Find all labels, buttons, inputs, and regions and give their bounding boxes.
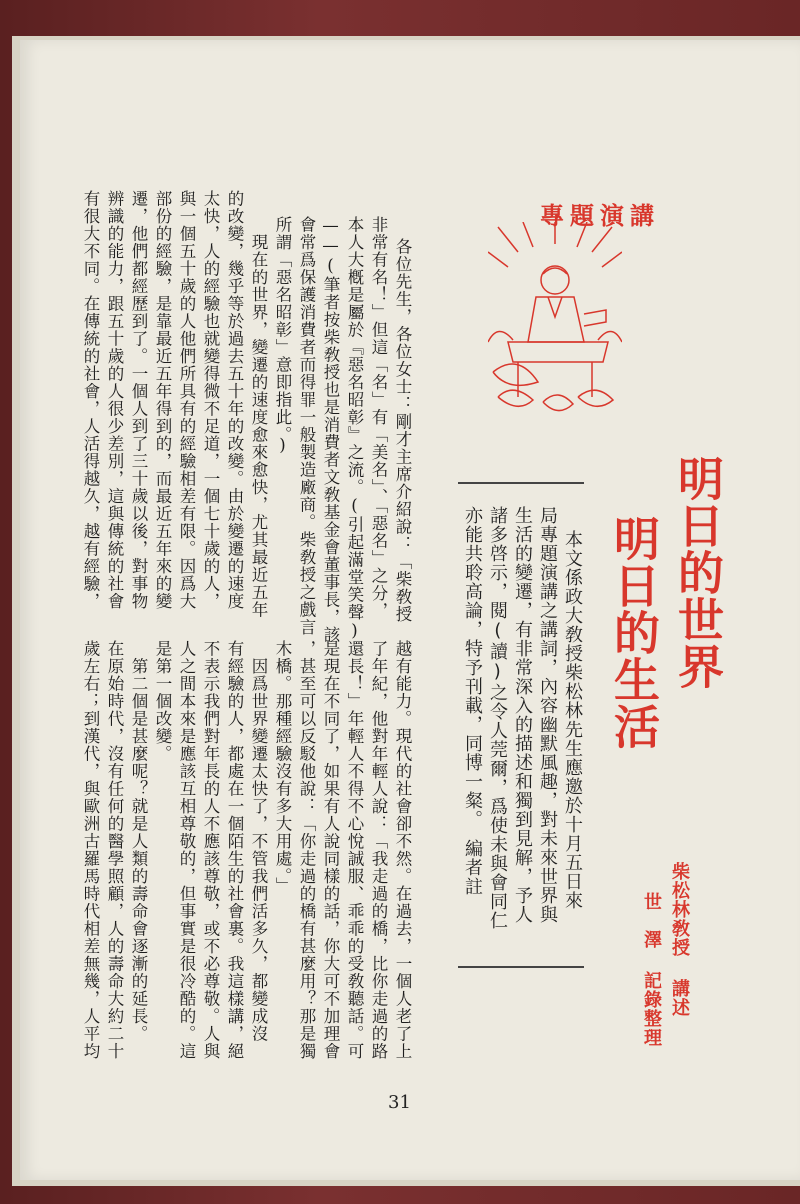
section-label: 專題演講 [540,201,660,230]
note-top-rule [458,482,584,484]
body-upper-col-1: 各位先生，各位女士：剛才主席介紹說：「柴敎授 [393,238,412,623]
body-upper-col-11: 部份的經驗，是靠最近五年得到的，而最近五年來的變 [153,190,172,610]
editor-note-col-5: 亦能共聆高論，特予刊載，同博一粲。 編者註 [462,506,483,896]
body-lower-col-4: 是現在不同了，如果有人說同樣的話，你大可不加理會 [321,640,340,1060]
body-lower-col-6: 木橋。那種經驗沒有多大用處。」 [273,640,292,895]
body-upper-col-3: 本人大槪是屬於『惡名昭彰』之流。(引起滿堂笑聲) [345,216,364,641]
body-upper-col-13: 辨識的能力，跟五十歲的人很少差別，這與傳統的社會 [105,190,124,610]
title-line-1: 明日的世界 [671,455,725,690]
editor-note-col-4: 諸多啓示，閱(讀)之令人莞爾，爲使未與會同仁 [487,506,508,930]
body-lower-col-11: 是第一個改變。 [153,640,172,763]
body-lower-col-12: 第二個是甚麼呢？就是人類的壽命會逐漸的延長。 [129,640,148,1043]
body-upper-col-8: 的改變，幾乎等於過去五十年的改變。由於變遷的速度 [225,190,244,610]
title-line-2: 明日的生活 [607,515,661,750]
note-bottom-rule [458,966,584,968]
body-upper-col-9: 太快，人的經驗也就變得微不足道，一個七十歲的人， [201,190,220,610]
body-lower-col-7: 因爲世界變遷太快了，不管我們活多久，都變成沒 [249,640,268,1043]
body-upper-col-2: 非常有名！」但這「名」有「美名」、「惡名」之分， [369,216,388,620]
body-upper-col-6: 所謂「惡名昭彰」意即指此。) [273,216,292,456]
editor-note-col-1: 本文係政大敎授柴松林先生應邀於十月五日來 [562,530,583,910]
lecturer-illustration [488,222,622,420]
body-lower-col-1: 越有能力。現代的社會卻不然。在過去，一個人老了上 [393,640,412,1060]
body-upper-col-14: 有很大不同。在傳統的社會，人活得越久，越有經驗， [81,190,100,610]
byline-recorder: 世 澤 記錄整理 [641,892,662,1047]
body-lower-col-14: 歲左右；到漢代，與歐洲古羅馬時代相差無幾，人平均 [81,640,100,1060]
body-lower-col-10: 人之間本來是應該互相尊敬的，但事實是很冷酷的。這 [177,640,196,1060]
body-lower-col-5: ，甚至可以反駁他說：「你走過的橋有甚麼用？那是獨 [297,640,316,1060]
page-number: 31 [388,1092,411,1113]
body-lower-col-8: 有經驗的人，都處在一個陌生的社會裏。我這樣講，絕 [225,640,244,1060]
body-lower-col-2: 了年紀，他對年輕人說：「我走過的橋，比你走過的路 [369,640,388,1060]
editor-note-col-2: 局專題演講之講詞，內容幽默風趣，對未來世界與 [537,506,558,924]
body-lower-col-3: 還長！」年輕人不得不心悅誠服、乖乖的受敎聽話。可 [345,640,364,1060]
body-lower-col-13: 在原始時代，沒有任何的醫學照顧，人的壽命大約二十 [105,640,124,1060]
body-upper-col-4: ——(筆者按柴敎授也是消費者文敎基金會董事長，該 [321,216,340,644]
body-upper-col-7: 現在的世界，變遷的速度愈來愈快，尤其最近五年 [249,216,268,619]
body-upper-col-12: 遷，他們都經歷到了。一個人到了三十歲以後，對事物 [129,190,148,610]
body-upper-col-5: 會常爲保護消費者而得罪一般製造廠商。柴敎授之戲言 [297,216,316,636]
byline-speaker: 柴松林敎授 講述 [669,862,690,1017]
editor-note-col-3: 生活的變遷，有非常深入的描述和獨到見解，予人 [512,506,533,924]
body-upper-col-10: 與一個五十歲的人他們所具有的經驗相差有限。因爲大 [177,190,196,610]
body-lower-col-9: 不表示我們對年長的人不應該尊敬，或不必尊敬。人與 [201,640,220,1060]
